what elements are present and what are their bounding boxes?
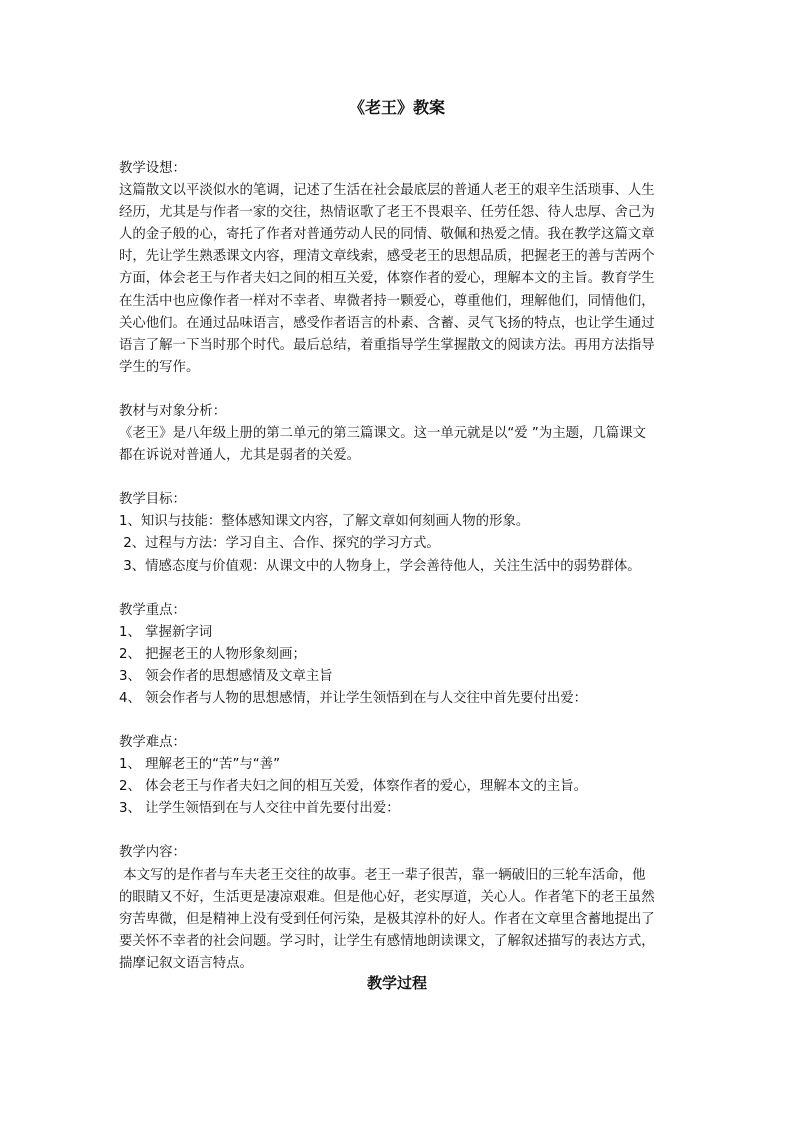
section-key-points	[119, 600, 679, 710]
paragraph-line: 要关怀不幸者的社会问题。学习时，让学生有感情地朗读课文，了解叙述描写的表达方式，	[119, 933, 655, 949]
list-item: 1、 掌握新字词	[119, 624, 213, 640]
section-heading: 教学目标：	[119, 492, 186, 508]
section-heading: 教材与对象分析：	[119, 403, 227, 419]
list-item: 2、过程与方法：学习自主、合作、探究的学习方式。	[119, 536, 440, 552]
section-subtitle-teaching-process: 教学过程	[366, 974, 427, 992]
paragraph-line: 在生活中也应像作者一样对不幸者、卑微者持一颗爱心，尊重他们，理解他们，同情他们，	[119, 293, 655, 309]
section-teaching-content	[119, 842, 679, 975]
list-item: 2、 把握老王的人物形象刻画；	[119, 646, 306, 662]
list-item: 1、 理解老王的“苦”与“善”	[119, 757, 281, 773]
list-item: 4、 领会作者与人物的思想感情，并让学生领悟到在与人交往中首先要付出爱：	[119, 690, 588, 706]
paragraph-line: 《老王》是八年级上册的第二单元的第三篇课文。这一单元就是以“爱 ”为主题，几篇课文	[119, 426, 646, 442]
paragraph-line: 穷苦卑微，但是精神上没有受到任何污染，是极其淳朴的好人。作者在文章里含蓄地提出了	[119, 911, 655, 927]
section-heading: 教学难点：	[119, 735, 186, 751]
section-teaching-idea	[119, 158, 679, 379]
section-heading: 教学设想：	[119, 161, 186, 176]
paragraph-line: 都在诉说对普通人，尤其是弱者的关爱。	[119, 448, 361, 464]
paragraph-line: 本文写的是作者与车夫老王交往的故事。老王一辈子很苦，靠一辆破旧的三轮车活命，他	[119, 867, 646, 883]
list-item: 2、 体会老王与作者夫妇之间的相互关爱，体察作者的爱心，理解本文的主旨。	[119, 779, 588, 795]
section-material-analysis	[119, 401, 679, 467]
document-body	[119, 158, 679, 997]
paragraph-line: 时，先让学生熟悉课文内容，理清文章线索，感受老王的思想品质，把握老王的善与苦两个	[119, 249, 655, 265]
paragraph-line: 这篇散文以平淡似水的笔调，记述了生活在社会最底层的普通人老王的艰辛生活琐事、人生	[119, 183, 655, 199]
list-item: 3、 让学生领悟到在与人交往中首先要付出爱：	[119, 801, 400, 817]
paragraph-line: 语言了解一下当时那个时代。最后总结，着重指导学生掌握散文的阅读方法。再用方法指导	[119, 337, 655, 353]
paragraph-line: 关心他们。在通过品味语言，感受作者语言的朴素、含蓄、灵气飞扬的特点，也让学生通过	[119, 315, 655, 331]
paragraph-line: 人的金子般的心，寄托了作者对普通劳动人民的同情、敬佩和热爱之情。我在教学这篇文章	[119, 227, 655, 243]
paragraph-line: 揣摩记叙文语言特点。	[119, 955, 253, 971]
section-heading: 教学重点：	[119, 602, 186, 618]
section-heading: 教学内容：	[119, 845, 186, 861]
paragraph-line: 经历，尤其是与作者一家的交往，热情讴歌了老王不畏艰辛、任劳任怨、待人忠厚、舍己为	[119, 205, 655, 221]
paragraph-line: 学生的写作。	[119, 359, 200, 375]
list-item: 3、 领会作者的思想感情及文章主旨	[119, 668, 333, 684]
paragraph-line: 的眼睛又不好，生活更是凄凉艰难。但是他心好，老实厚道，关心人。作者笔下的老王虽然	[119, 889, 655, 905]
paragraph-line: 方面，体会老王与作者夫妇之间的相互关爱，体察作者的爱心，理解本文的主旨。教育学生	[119, 271, 655, 287]
list-item: 1、知识与技能：整体感知课文内容，了解文章如何刻画人物的形象。	[119, 514, 530, 530]
section-difficult-points	[119, 732, 679, 820]
list-item: 3、情感态度与价值观：从课文中的人物身上，学会善待他人，关注生活中的弱势群体。	[119, 558, 641, 574]
document-title: 《老王》教案	[348, 98, 445, 117]
section-teaching-goals	[119, 489, 679, 577]
